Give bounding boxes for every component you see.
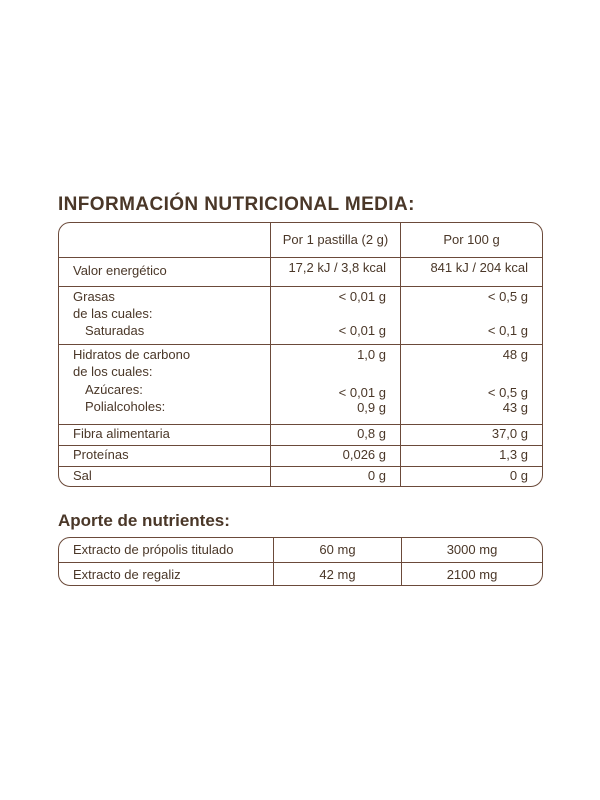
row-value: 17,2 kJ / 3,8 kcal bbox=[271, 257, 401, 286]
table-row bbox=[59, 562, 542, 586]
row-value: 0,026 g bbox=[271, 445, 401, 466]
table-row bbox=[59, 257, 542, 287]
row-value: 0 g bbox=[271, 466, 401, 487]
row-value: 1,3 g bbox=[499, 447, 528, 462]
nutrients-table bbox=[58, 537, 543, 586]
row-value: 3000 mg bbox=[446, 542, 498, 557]
row-value: 841 kJ / 204 kcal bbox=[430, 260, 528, 275]
row-value: 42 mg bbox=[274, 562, 402, 586]
table-row bbox=[59, 445, 542, 467]
table-row bbox=[59, 286, 542, 345]
table-row bbox=[59, 344, 542, 425]
row-label: Grasas de las cuales: Saturadas bbox=[59, 286, 271, 344]
table-row bbox=[59, 538, 542, 563]
row-label: Sal bbox=[59, 466, 271, 487]
row-value: 48 g < 0,5 g 43 g bbox=[487, 347, 528, 415]
header-empty-cell bbox=[59, 223, 271, 257]
nutrition-title: INFORMACIÓN NUTRICIONAL MEDIA: bbox=[58, 194, 415, 215]
row-label: Proteínas bbox=[59, 445, 271, 466]
row-value: 0 g bbox=[509, 468, 528, 483]
row-value: 1,0 g < 0,01 g 0,9 g bbox=[271, 344, 401, 424]
row-label: Fibra alimentaria bbox=[59, 424, 271, 445]
row-label: Valor energético bbox=[59, 257, 271, 286]
row-label: Hidratos de carbono de los cuales: Azúcares: Polialcoholes: bbox=[59, 344, 271, 424]
row-label: Extracto de regaliz bbox=[59, 562, 274, 586]
row-value: < 0,01 g < 0,01 g bbox=[271, 286, 401, 344]
row-label: Extracto de própolis titulado bbox=[59, 538, 274, 562]
table-row bbox=[59, 466, 542, 487]
header-cell: Por 1 pastilla (2 g) bbox=[271, 223, 401, 257]
nutrition-table bbox=[58, 222, 543, 487]
nutrients-subtitle: Aporte de nutrientes: bbox=[58, 511, 230, 530]
table-header-row bbox=[59, 223, 542, 258]
row-value: 0,8 g bbox=[271, 424, 401, 445]
table-row bbox=[59, 424, 542, 446]
row-value: 37,0 g bbox=[491, 426, 528, 441]
header-cell: Por 100 g bbox=[443, 232, 500, 247]
row-value: < 0,5 g < 0,1 g bbox=[487, 289, 528, 338]
row-value: 2100 mg bbox=[446, 567, 498, 582]
row-value: 60 mg bbox=[274, 538, 402, 562]
